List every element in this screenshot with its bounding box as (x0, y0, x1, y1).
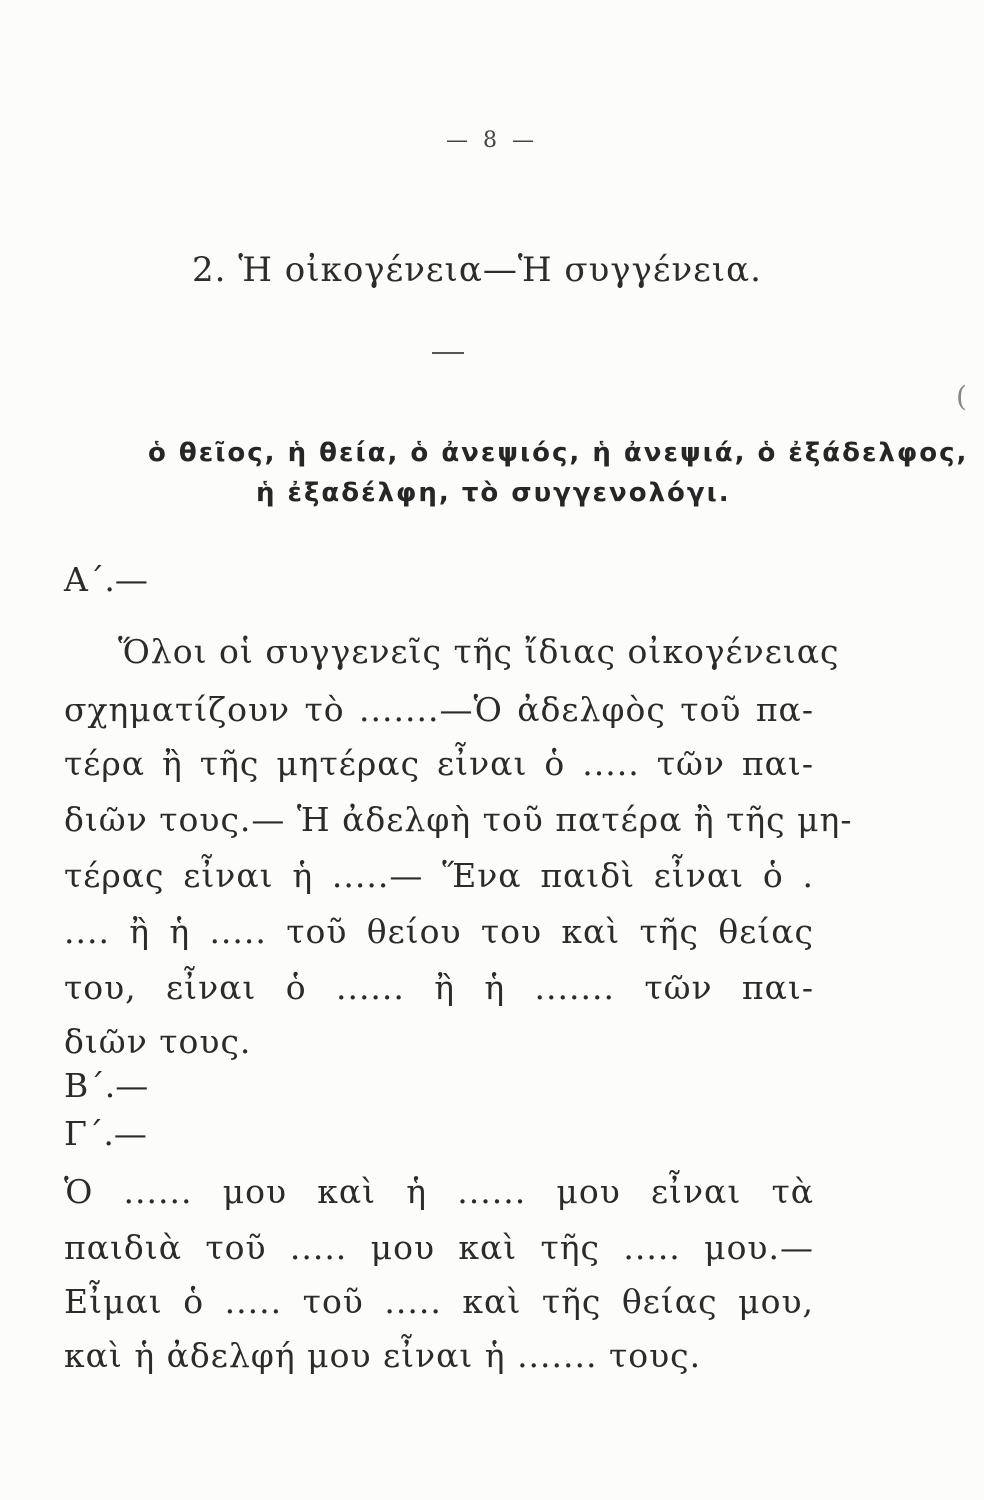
exercise-a-label: Α΄.— (64, 560, 148, 599)
exercise-a-line: τέρας εἶναι ἡ .....— Ἕνα παιδὶ εἶναι ὁ . (64, 856, 814, 895)
section-title: 2. Ἡ οἰκογένεια—Ἡ συγγένεια. (192, 250, 762, 290)
exercise-b-label: Β΄.— (64, 1066, 149, 1105)
exercise-a-line: σχηματίζουν τὸ .......—Ὁ ἀδελφὸς τοῦ πα- (64, 690, 814, 729)
exercise-c-line: Ὁ ...... μου καὶ ἡ ...... μου εἶναι τὰ (64, 1172, 814, 1211)
exercise-a-line: διῶν τους. (64, 1022, 252, 1061)
page-number: — 8 — (446, 128, 538, 153)
exercise-c-label: Γ΄.— (64, 1114, 147, 1153)
exercise-c-line: παιδιὰ τοῦ ..... μου καὶ τῆς ..... μου.— (64, 1228, 814, 1267)
vocabulary-line-1: ὁ θεῖος, ἡ θεία, ὁ ἀνεψιός, ἡ ἀνεψιά, ὁ ἐξάδελφος, (148, 438, 969, 468)
exercise-a-line: του, εἶναι ὁ ...... ἢ ἡ ....... τῶν παι- (64, 968, 814, 1007)
exercise-a-line: διῶν τους.— Ἡ ἀδελφὴ τοῦ πατέρα ἢ τῆς μη- (64, 800, 853, 839)
title-divider (432, 352, 464, 354)
margin-mark: ( (956, 380, 967, 413)
exercise-a-line: .... ἢ ἡ ..... τοῦ θείου του καὶ τῆς θείας (64, 912, 814, 951)
exercise-a-line: Ὅλοι οἱ συγγενεῖς τῆς ἴδιας οἰκογένειας (118, 632, 840, 671)
exercise-c-line: καὶ ἡ ἀδελφή μου εἶναι ἡ ....... τους. (64, 1336, 702, 1375)
exercise-c-line: Εἶμαι ὁ ..... τοῦ ..... καὶ τῆς θείας μου, (64, 1282, 814, 1321)
vocabulary-line-2: ἡ ἐξαδέλφη, τὸ συγγενολόγι. (256, 478, 731, 508)
exercise-a-line: τέρα ἢ τῆς μητέρας εἶναι ὁ ..... τῶν παι- (64, 744, 814, 783)
